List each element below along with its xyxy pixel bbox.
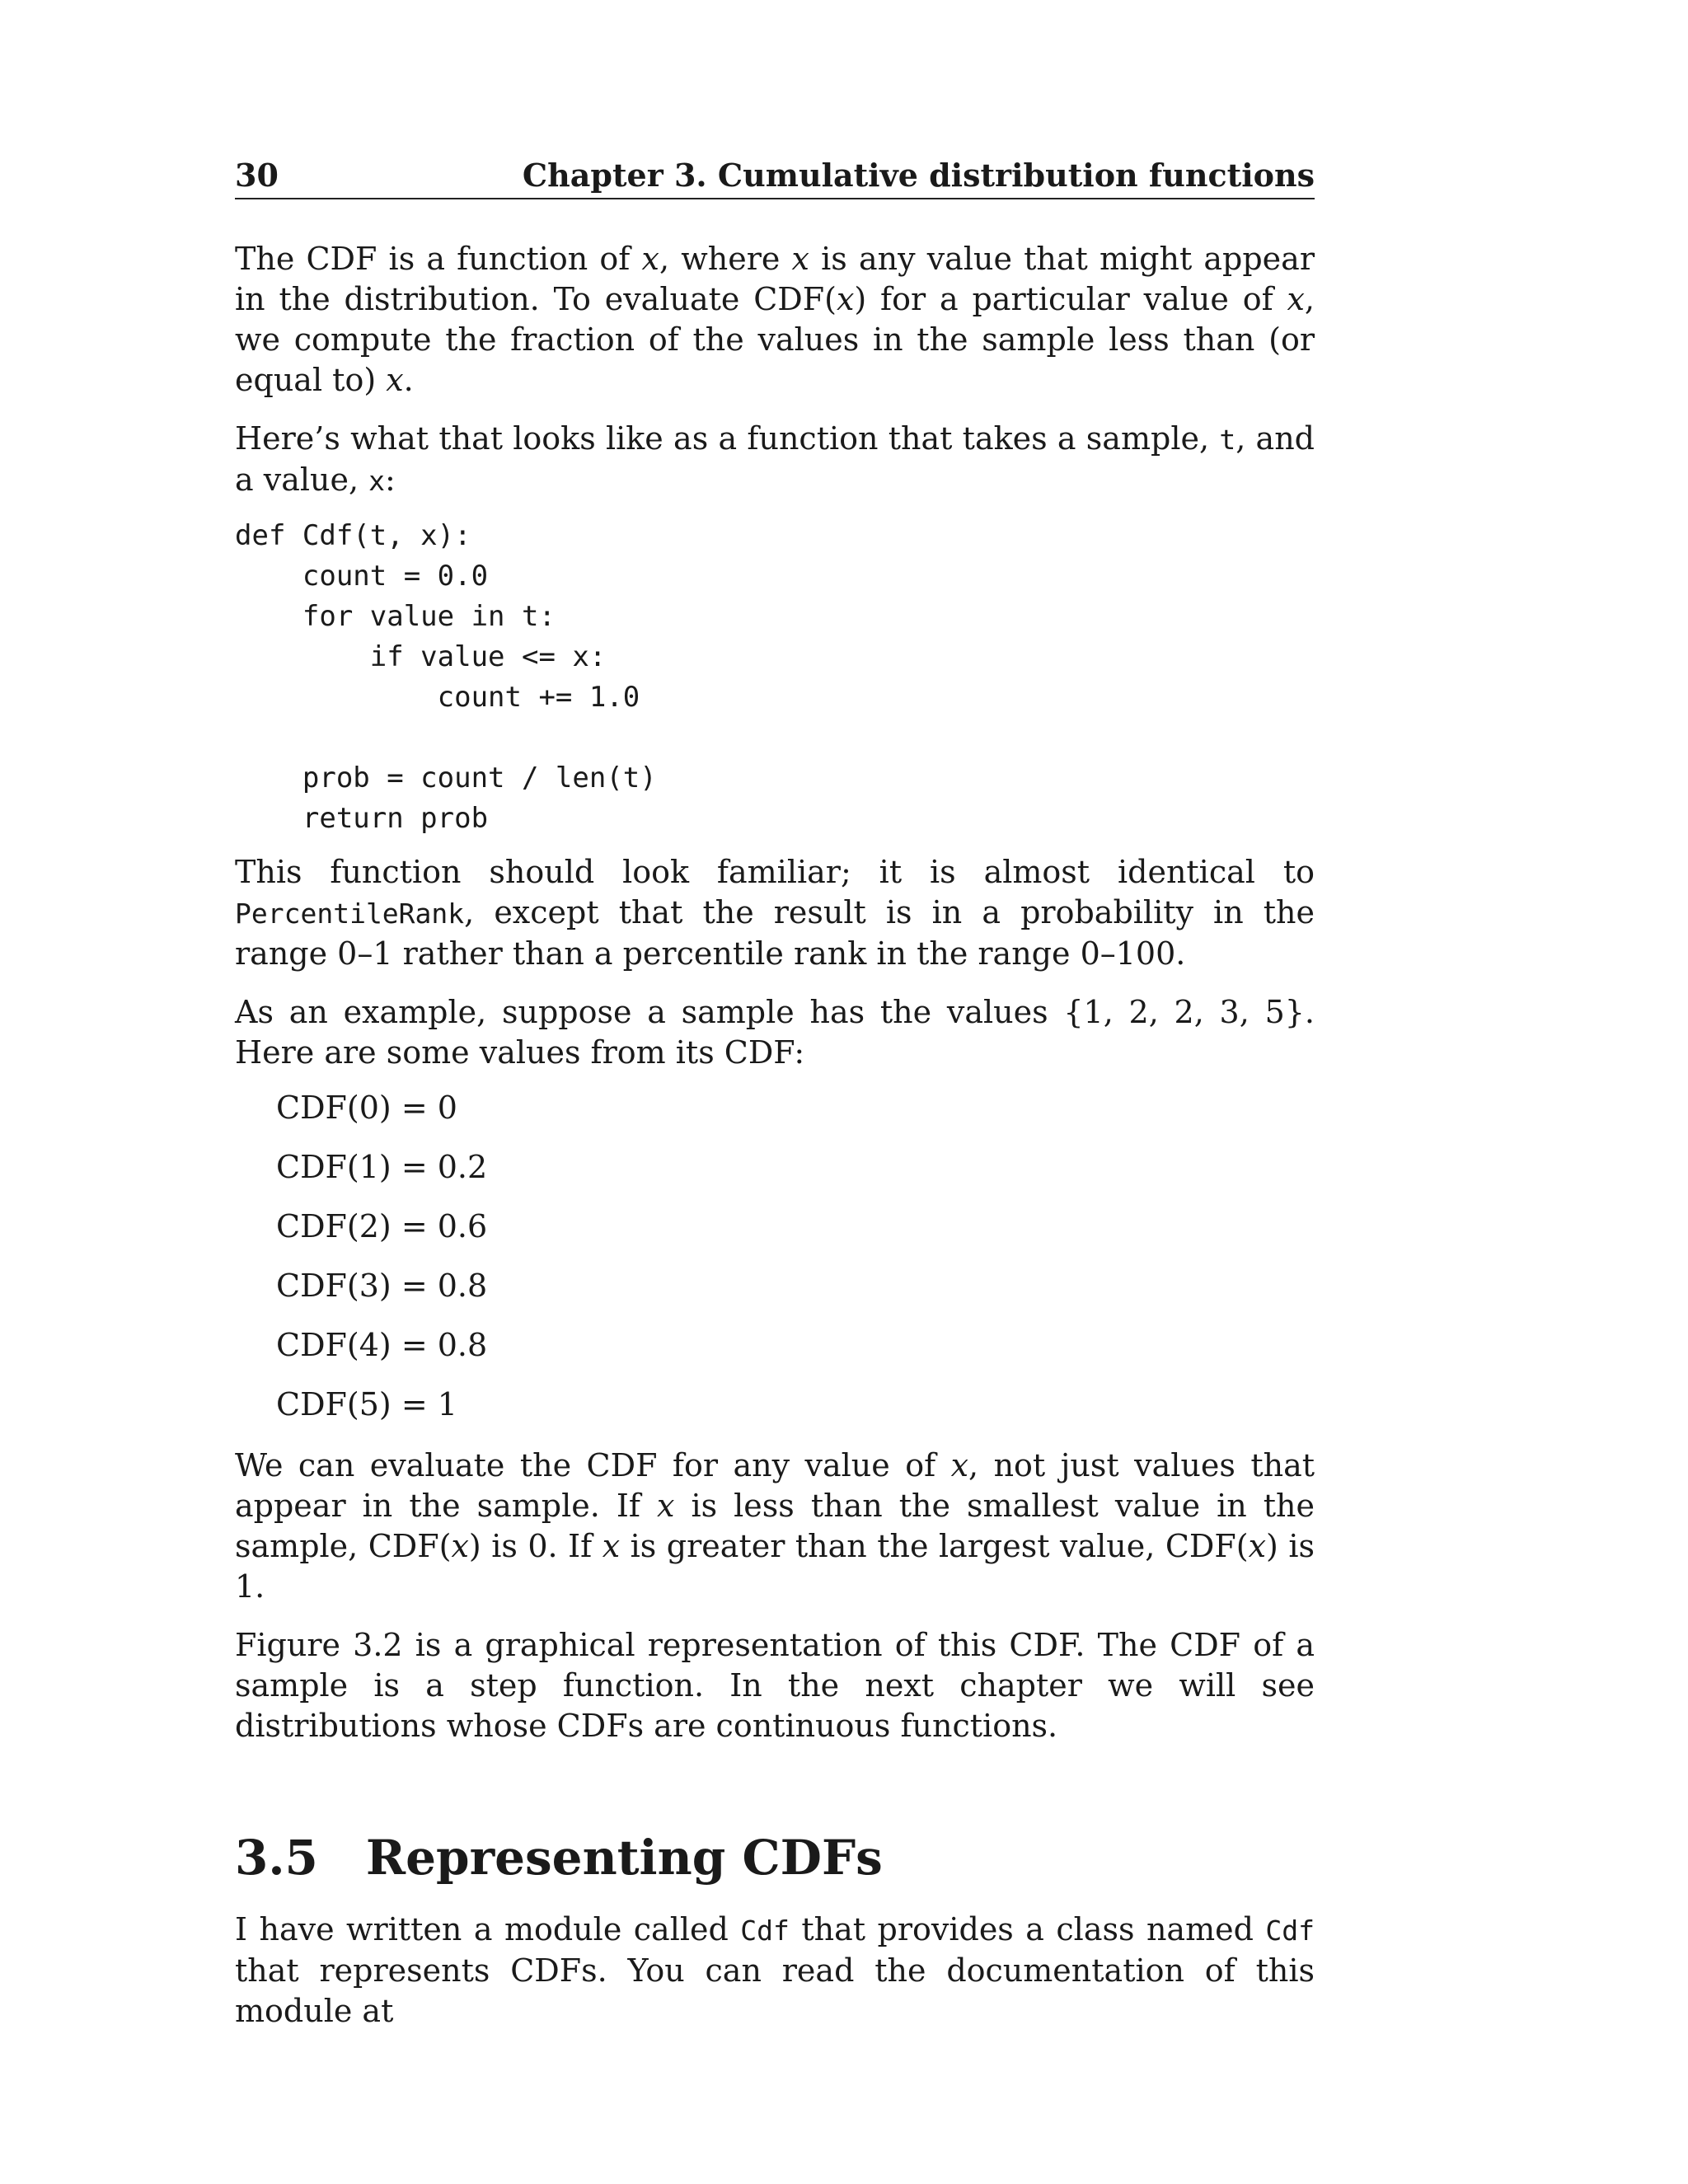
chapter-title: Chapter 3. Cumulative distribution functions <box>522 157 1315 194</box>
section-heading <box>235 1829 1315 1886</box>
inline-code: Cdf <box>1265 1915 1315 1947</box>
page <box>235 157 1315 2050</box>
code-line: def Cdf(t, x): <box>235 519 471 552</box>
paragraph-example: As an example, suppose a sample has the values {1, 2, 2, 3, 5}. Here are some values from its CDF: <box>235 994 1315 1071</box>
cdf-value-row: CDF(0) = 0 <box>276 1090 457 1126</box>
code-block <box>235 516 1315 839</box>
cdf-values-list <box>276 1078 1315 1434</box>
inline-code: t <box>1219 424 1236 456</box>
inline-code: PercentileRank <box>235 898 465 930</box>
code-line: prob = count / len(t) <box>235 762 657 794</box>
math-x: x <box>836 281 855 317</box>
math-x: x <box>386 362 404 398</box>
code-line: return prob <box>235 802 489 835</box>
section-title: Representing CDFs <box>365 1830 883 1886</box>
section-number: 3.5 <box>235 1830 318 1886</box>
code-line: count += 1.0 <box>235 681 640 714</box>
math-x: x <box>602 1528 621 1564</box>
math-x: x <box>641 241 659 277</box>
math-x: x <box>791 241 809 277</box>
inline-code: x <box>368 465 386 497</box>
code-line: if value <= x: <box>235 640 607 673</box>
cdf-value-row: CDF(2) = 0.6 <box>276 1208 488 1244</box>
math-x: x <box>950 1447 969 1483</box>
paragraph-cdf-module: I have written a module called Cdf that provides a class named Cdf that represents CDFs. You can read the documentation of this module at <box>235 1911 1315 2029</box>
cdf-value-row: CDF(4) = 0.8 <box>276 1327 488 1363</box>
paragraph-function-intro: Here’s what that looks like as a function that takes a sample, t, and a value, x: <box>235 420 1315 498</box>
paragraph-cdf-definition: The CDF is a function of x, where x is any value that might appear in the distribution. To evaluate CDF(x) for a particular value of x, we compute the fraction of the values in the sample less than (or equal to) x. <box>235 241 1315 398</box>
cdf-value-row: CDF(5) = 1 <box>276 1386 457 1422</box>
running-head <box>235 157 1315 199</box>
math-x: x <box>451 1528 469 1564</box>
paragraph-figure-reference: Figure 3.2 is a graphical representation of this CDF. The CDF of a sample is a step function. In the next chapter we will see distributions whose CDFs are continuous functions. <box>235 1627 1315 1744</box>
math-x: x <box>1248 1528 1267 1564</box>
cdf-value-row: CDF(3) = 0.8 <box>276 1268 488 1304</box>
cdf-value-row: CDF(1) = 0.2 <box>276 1149 488 1185</box>
paragraph-any-value: We can evaluate the CDF for any value of x, not just values that appear in the sample. If x is less than the smallest value in the sample, CDF(x) is 0. If x is greater than the largest value, CDF(x) is 1. <box>235 1447 1315 1605</box>
code-line: for value in t: <box>235 600 556 633</box>
paragraph-percentile-comparison: This function should look familiar; it is almost identical to PercentileRank, except that the result is in a probability in the range 0–1 rather than a percentile rank in the range 0–100. <box>235 854 1315 972</box>
code-line <box>235 718 1315 758</box>
math-x: x <box>656 1488 675 1524</box>
page-body <box>235 239 1315 2032</box>
code-line: count = 0.0 <box>235 560 489 593</box>
inline-code: Cdf <box>740 1915 790 1947</box>
math-x: x <box>1287 281 1305 317</box>
page-number: 30 <box>235 157 279 194</box>
